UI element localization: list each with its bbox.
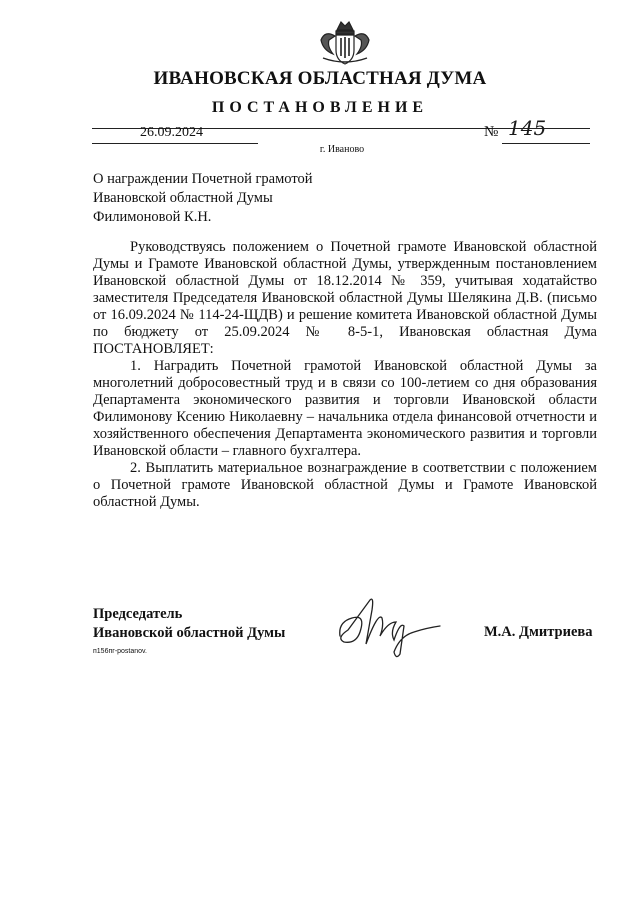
document-type: ПОСТАНОВЛЕНИЕ (211, 99, 429, 116)
signatory-title-line: Председатель (93, 606, 183, 622)
body-paragraph: Руководствуясь положением о Почетной грамоте Ивановской областной Думы и Грамоте Ивановской областной Думы, утвержденным постановлением Ивановской областной Думы от 18.12.2014 № 359, учитывая ходатайство заместителя Председателя Ивановской областной Думы Шелякина Д.В. (письмо от 16.09.2024 № 114-24-ЩДВ) и решение комитета Ивановской областной Думы по бюджету от 25.09.2024 № 8-5-1, Ивановская областная Дума ПОСТАНОВЛЯЕТ: (93, 239, 597, 357)
handwritten-signature (330, 592, 450, 662)
body-paragraph: 1. Наградить Почетной грамотой Ивановской областной Думы за многолетний добросовестный труд и в связи со 100-летием со дня образования Департамента экономического развития и торговли Ивановской области Филимонову Ксению Николаевну – начальника отдела финансовой отчетности и хозяйственного обеспечения Департамента экономического развития и торговли Ивановской области – главного бухгалтера. (93, 358, 597, 459)
document-number: 145 (508, 116, 547, 140)
signatory-title-line: Ивановской областной Думы (93, 625, 286, 641)
signatory-title (93, 605, 285, 643)
body-paragraph: 2. Выплатить материальное вознаграждение в соответствии с положением о Почетной грамоте Ивановской областной Думы и Грамоте Ивановской областной Думы. (93, 460, 597, 510)
subject-line: Филимоновой К.Н. (93, 209, 212, 225)
file-reference: п156пг-postanov. (93, 648, 147, 655)
number-label: № (484, 124, 499, 140)
subject-line: О награждении Почетной грамотой (93, 171, 313, 187)
document-date: 26.09.2024 (140, 125, 203, 140)
org-title: ИВАНОВСКАЯ ОБЛАСТНАЯ ДУМА (153, 68, 487, 89)
signatory-name: М.А. Дмитриева (484, 624, 593, 640)
city-label: г. Иваново (319, 144, 365, 155)
body-text (93, 239, 597, 511)
coat-of-arms-icon (315, 16, 375, 68)
subject-line: Ивановской областной Думы (93, 190, 273, 206)
subject-block (93, 170, 313, 227)
